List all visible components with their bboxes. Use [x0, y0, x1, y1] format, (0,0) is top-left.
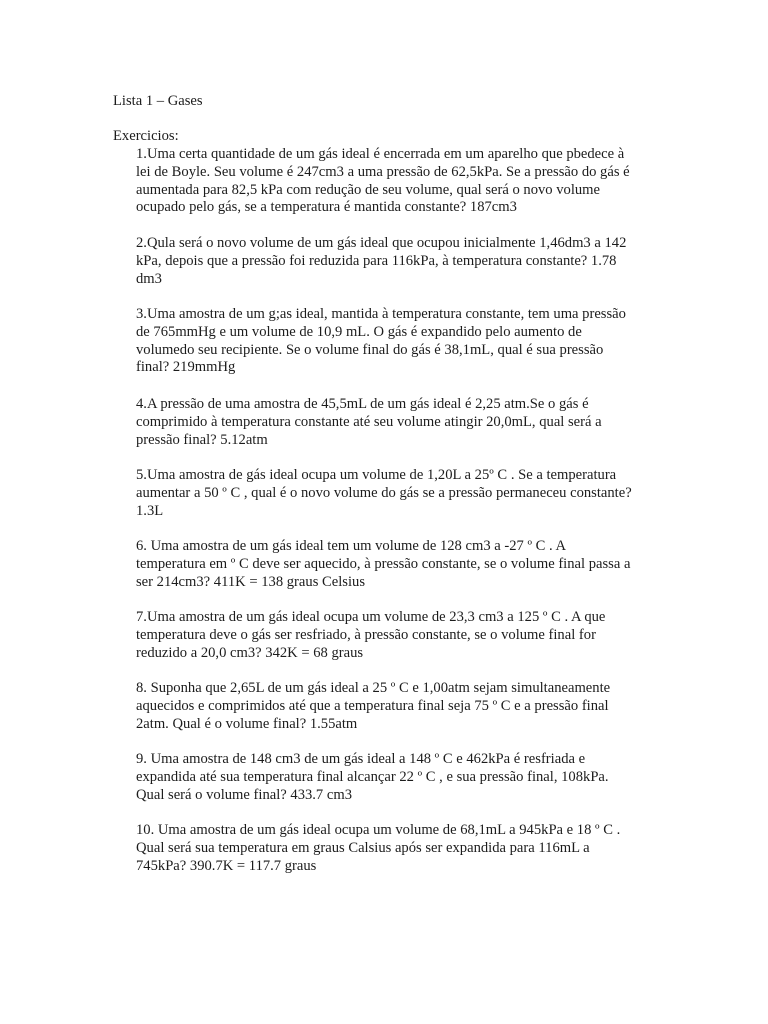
section-label: Exercicios:	[113, 128, 179, 144]
exercise-line: pressão final? 5.12atm	[136, 431, 268, 448]
exercise-line: 745kPa? 390.7K = 117.7 graus	[136, 857, 317, 874]
exercise-line: 5.Uma amostra de gás ideal ocupa um volume de 1,20L a 25º C . Se a temperatura	[136, 467, 617, 483]
exercise-line: temperatura em º C deve ser aquecido, à pressão constante, se o volume final passa a	[136, 555, 631, 572]
exercise-line: 2atm. Qual é o volume final? 1.55atm	[136, 715, 358, 732]
exercise-line: kPa, depois que a pressão foi reduzida para 116kPa, à temperatura constante? 1.78	[136, 252, 617, 269]
exercise-line: Qual será o volume final? 433.7 cm3	[136, 786, 353, 803]
exercise-line: aquecidos e comprimidos até que a temperatura final seja 75 º C e a pressão final	[136, 697, 609, 714]
exercise-line: final? 219mmHg	[136, 359, 236, 376]
exercise-line: 9. Uma amostra de 148 cm3 de um gás ideal a 148 º C e 462kPa é resfriada e	[136, 751, 586, 767]
exercise-line: Qual será sua temperatura em graus Calsius após ser expandida para 116mL a	[136, 839, 590, 856]
exercise-line: 7.Uma amostra de um gás ideal ocupa um volume de 23,3 cm3 a 125 º C . A que	[136, 609, 606, 625]
exercise-line: volumedo seu recipiente. Se o volume final do gás é 38,1mL, qual é sua pressão	[136, 341, 604, 358]
exercise-10	[136, 822, 656, 875]
exercise-line: 1.3L	[136, 502, 164, 519]
exercise-line: reduzido a 20,0 cm3? 342K = 68 graus	[136, 644, 364, 661]
exercise-line: 1.Uma certa quantidade de um gás ideal é encerrada em um aparelho que pbedece à	[136, 146, 625, 162]
exercise-line: dm3	[136, 270, 162, 287]
exercise-6	[136, 538, 656, 591]
exercise-2	[136, 235, 656, 288]
exercise-line: ocupado pelo gás, se a temperatura é mantida constante? 187cm3	[136, 199, 517, 216]
exercise-line: temperatura deve o gás ser resfriado, à pressão constante, se o volume final for	[136, 626, 596, 643]
exercise-line: 10. Uma amostra de um gás ideal ocupa um volume de 68,1mL a 945kPa e 18 º C .	[136, 822, 621, 838]
exercise-3	[136, 306, 656, 377]
exercise-8	[136, 680, 656, 733]
exercise-5	[136, 467, 656, 520]
exercise-4	[136, 396, 656, 449]
exercise-line: aumentar a 50 º C , qual é o novo volume do gás se a pressão permaneceu constante?	[136, 484, 632, 501]
exercise-line: comprimido à temperatura constante até seu volume atingir 20,0mL, qual será a	[136, 413, 602, 430]
exercise-line: 6. Uma amostra de um gás ideal tem um volume de 128 cm3 a -27 º C . A	[136, 538, 567, 554]
exercise-1	[136, 146, 656, 217]
exercise-line: expandida até sua temperatura final alcançar 22 º C , e sua pressão final, 108kPa.	[136, 768, 609, 785]
exercise-line: aumentada para 82,5 kPa com redução de seu volume, qual será o novo volume	[136, 181, 601, 198]
exercise-7	[136, 609, 656, 662]
exercise-line: ser 214cm3? 411K = 138 graus Celsius	[136, 573, 365, 590]
document-title: Lista 1 – Gases	[113, 93, 203, 109]
exercise-line: 2.Qula será o novo volume de um gás ideal que ocupou inicialmente 1,46dm3 a 142	[136, 235, 627, 251]
exercise-line: 3.Uma amostra de um g;as ideal, mantida à temperatura constante, tem uma pressão	[136, 306, 626, 322]
exercise-line: 4.A pressão de uma amostra de 45,5mL de um gás ideal é 2,25 atm.Se o gás é	[136, 396, 589, 412]
exercise-line: lei de Boyle. Seu volume é 247cm3 a uma pressão de 62,5kPa. Se a pressão do gás é	[136, 163, 630, 180]
exercise-9	[136, 751, 656, 804]
exercise-line: de 765mmHg e um volume de 10,9 mL. O gás é expandido pelo aumento de	[136, 323, 582, 340]
exercise-line: 8. Suponha que 2,65L de um gás ideal a 25 º C e 1,00atm sejam simultaneamente	[136, 680, 611, 696]
